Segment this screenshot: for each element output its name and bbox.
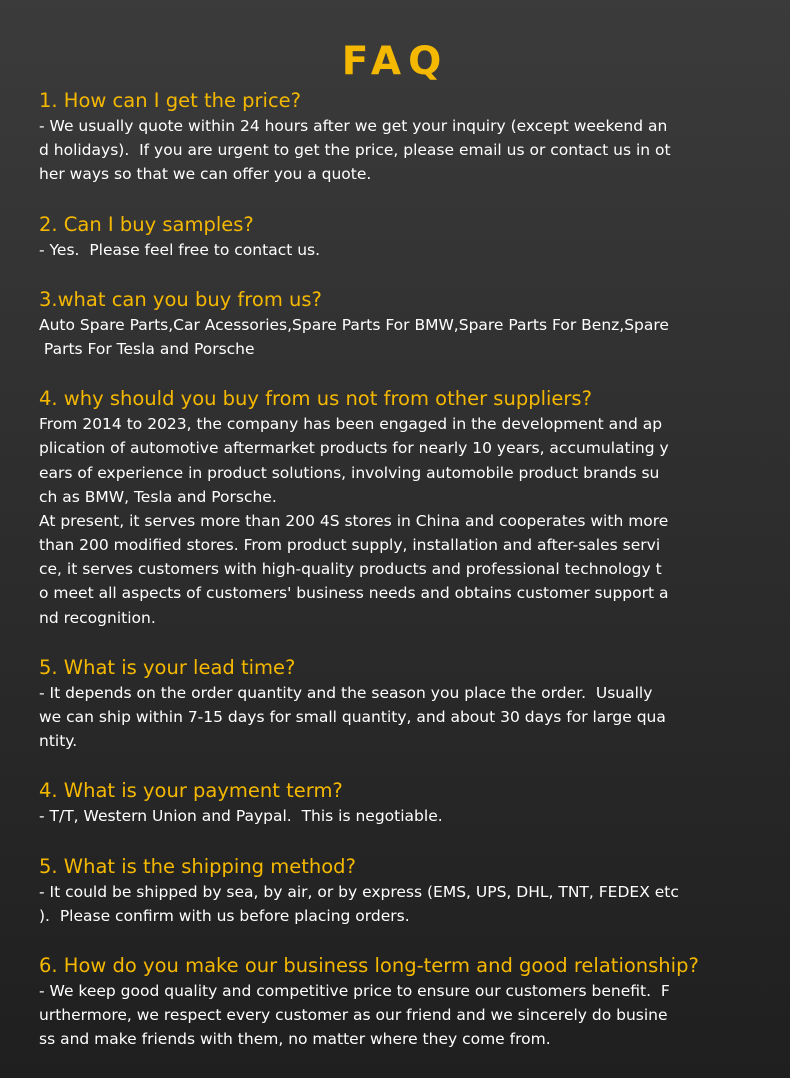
answer-line: - T/T, Western Union and Paypal. This is negotiable. xyxy=(39,807,443,826)
answer-line: urthermore, we respect every customer as our friend and we sincerely do busine xyxy=(39,1006,668,1025)
faq-question: 1. How can I get the price? xyxy=(39,89,302,112)
answer-line: - We usually quote within 24 hours after we get your inquiry (except weekend an xyxy=(39,117,668,135)
answer-line: plication of automotive aftermarket products for nearly 10 years, accumulating y xyxy=(39,439,669,458)
answer-line: Parts For Tesla and Porsche xyxy=(39,339,255,358)
faq-answer xyxy=(39,412,739,630)
answer-line: - It could be shipped by sea, by air, or by express (EMS, UPS, DHL, TNT, FEDEX etc xyxy=(39,882,679,901)
answer-line: - We keep good quality and competitive price to ensure our customers benefit. F xyxy=(39,981,670,1000)
answer-line: ss and make friends with them, no matter where they come from. xyxy=(39,1030,551,1049)
answer-line: d holidays). If you are urgent to get the price, please email us or contact us in ot xyxy=(39,141,671,160)
faq-answer xyxy=(39,804,739,828)
faq-item xyxy=(39,953,739,1052)
answer-line: than 200 modified stores. From product supply, installation and after-sales servi xyxy=(39,536,661,555)
faq-question: 5. What is the shipping method? xyxy=(39,854,356,878)
faq-question: 4. why should you buy from us not from other suppliers? xyxy=(39,387,592,411)
faq-question: 4. What is your payment term? xyxy=(39,779,343,803)
faq-answer xyxy=(39,880,739,928)
faq-question: 3.what can you buy from us? xyxy=(39,287,322,311)
faq-answer xyxy=(39,681,739,754)
faq-question: 5. What is your lead time? xyxy=(39,655,296,679)
faq-answer xyxy=(39,114,739,187)
answer-line: we can ship within 7-15 days for small quantity, and about 30 days for large qua xyxy=(39,708,666,726)
faq-answer xyxy=(39,238,739,262)
faq-item xyxy=(39,386,739,630)
answer-line: - Yes. Please feel free to contact us. xyxy=(39,240,321,259)
page-title: FAQ xyxy=(341,39,449,84)
answer-line: ch as BMW, Tesla and Porsche. xyxy=(39,487,277,506)
faq-question: 6. How do you make our business long-term and good relationship? xyxy=(39,953,699,977)
answer-line: nd recognition. xyxy=(39,608,156,627)
answer-line: o meet all aspects of customers' business needs and obtains customer support a xyxy=(39,584,669,603)
faq-item xyxy=(39,287,739,361)
faq-item xyxy=(39,88,739,187)
answer-line: ). Please confirm with us before placing orders. xyxy=(39,906,410,925)
answer-line: ce, it serves customers with high-quality products and professional technology t xyxy=(39,560,662,579)
answer-line: ears of experience in product solutions, involving automobile product brands su xyxy=(39,463,660,482)
answer-line: At present, it serves more than 200 4S stores in China and cooperates with more xyxy=(39,511,669,530)
faq-item xyxy=(39,212,739,262)
faq-answer xyxy=(39,313,739,361)
answer-line: From 2014 to 2023, the company has been engaged in the development and ap xyxy=(39,415,663,434)
answer-line: ntity. xyxy=(39,732,78,751)
faq-item xyxy=(39,778,739,828)
faq-item xyxy=(39,854,739,928)
faq-answer xyxy=(39,979,739,1052)
answer-line: Auto Spare Parts,Car Acessories,Spare Parts For BMW,Spare Parts For Benz,Spare xyxy=(39,315,669,334)
answer-line: her ways so that we can offer you a quote. xyxy=(39,165,372,184)
faq-item xyxy=(39,655,739,754)
faq-question: 2. Can I buy samples? xyxy=(39,212,254,236)
answer-line: - It depends on the order quantity and the season you place the order. Usually xyxy=(39,683,653,702)
